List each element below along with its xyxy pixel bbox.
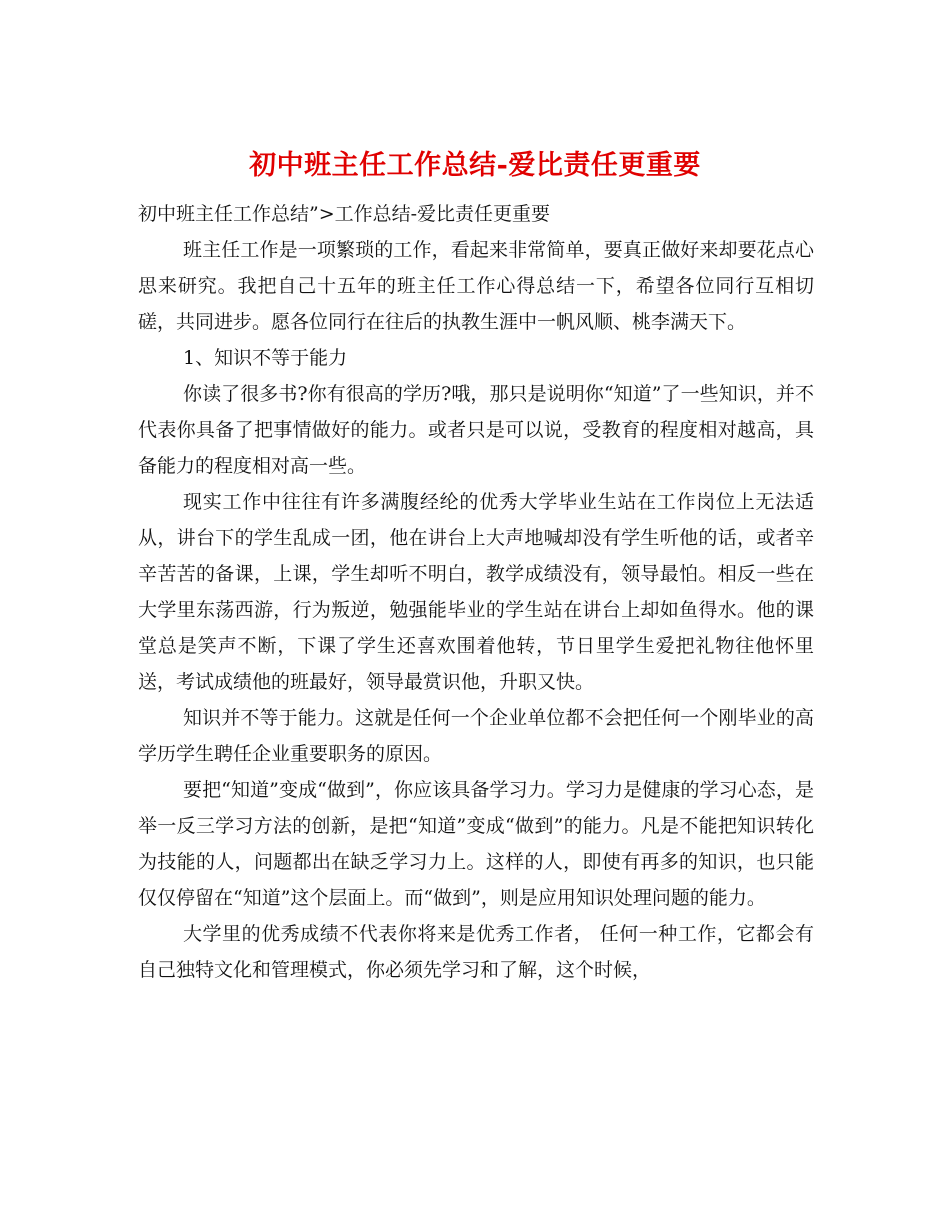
section-heading: 1、知识不等于能力 <box>183 347 348 369</box>
breadcrumb: 初中班主任工作总结”>工作总结-爱比责任更重要 <box>138 203 551 225</box>
document-title: 初中班主任工作总结-爱比责任更重要 <box>249 150 701 182</box>
paragraph: 你读了很多书?你有很高的学历?哦，那只是说明你“知道”了一些知识，并不代表你具备了把事情做好的能力。或者只是可以说，受教育的程度相对越高，具备能力的程度相对高一些。 <box>138 383 814 477</box>
paragraph: 要把“知道”变成“做到”，你应该具备学习力。学习力是健康的学习心态，是举一反三学习方法的创新，是把“知道”变成“做到”的能力。凡是不能把知识转化为技能的人，问题都出在缺乏学习力上。这样的人，即使有再多的知识，也只能仅仅停留在“知道”这个层面上。而“做到”，则是应用知识处理问题的能力。 <box>138 779 814 909</box>
paragraph: 知识并不等于能力。这就是任何一个企业单位都不会把任何一个刚毕业的高学历学生聘任企业重要职务的原因。 <box>138 707 814 765</box>
document-body <box>138 196 814 988</box>
paragraph: 现实工作中往往有许多满腹经纶的优秀大学毕业生站在工作岗位上无法适从，讲台下的学生乱成一团，他在讲台上大声地喊却没有学生听他的话，或者辛辛苦苦的备课，上课，学生却听不明白，教学成绩没有，领导最怕。相反一些在大学里东荡西游，行为叛逆，勉强能毕业的学生站在讲台上却如鱼得水。他的课堂总是笑声不断，下课了学生还喜欢围着他转，节日里学生爱把礼物往他怀里送，考试成绩他的班最好，领导最赏识他，升职又快。 <box>138 491 814 693</box>
paragraph: 大学里的优秀成绩不代表你将来是优秀工作者， 任何一种工作，它都会有自己独特文化和管理模式，你必须先学习和了解，这个时候， <box>138 923 814 981</box>
paragraph-intro: 班主任工作是一项繁琐的工作，看起来非常简单，要真正做好来却要花点心思来研究。我把自己十五年的班主任工作心得总结一下，希望各位同行互相切磋，共同进步。愿各位同行在往后的执教生涯中一帆风顺、桃李满天下。 <box>138 239 814 333</box>
